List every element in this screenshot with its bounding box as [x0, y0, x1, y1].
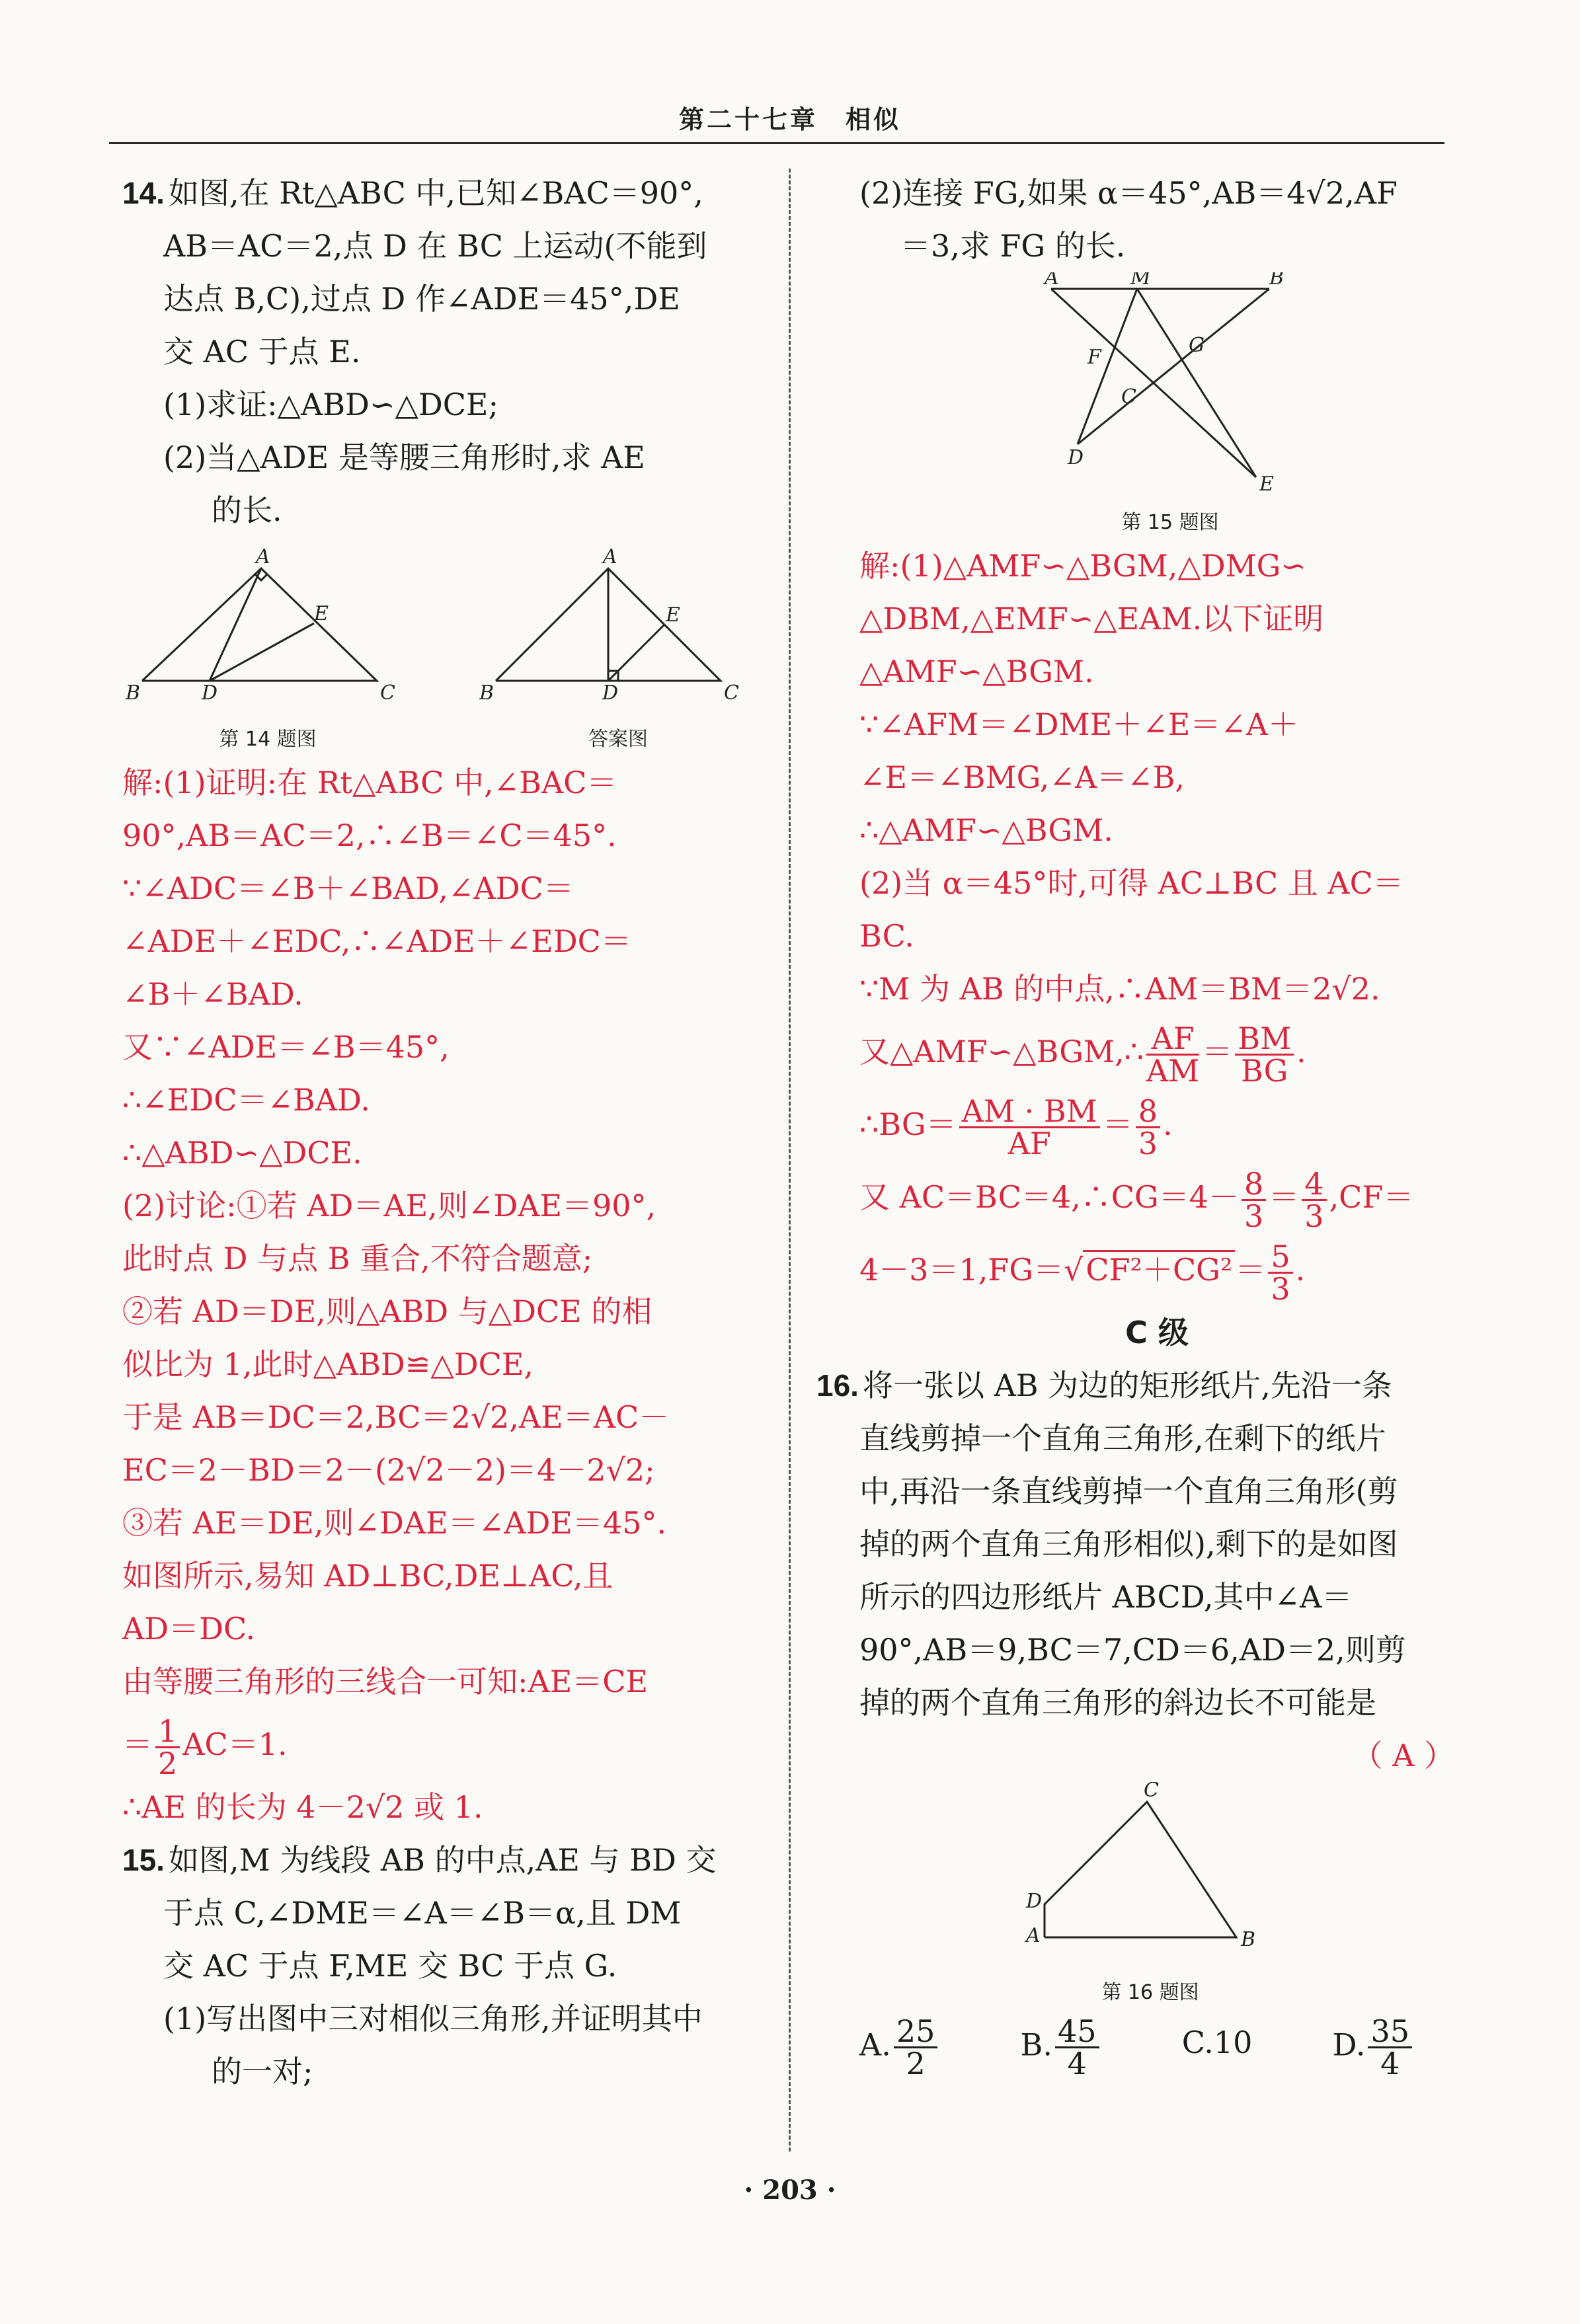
solution-line: 于是 AB＝DC＝2,BC＝2√2,AE＝AC－ — [122, 1399, 670, 1435]
label-c: C — [1121, 385, 1136, 408]
eq-text: 4－3＝1,FG＝ — [859, 1252, 1064, 1288]
q14-part1: (1)求证:△ABD∽△DCE; — [163, 387, 499, 422]
page-header: 第二十七章 相似 — [678, 105, 901, 134]
fraction — [1136, 1093, 1160, 1161]
fraction-denominator: AM — [1146, 1052, 1200, 1089]
q14-figures — [122, 542, 757, 756]
fraction-numerator: 35 — [1368, 2016, 1412, 2048]
header-rule — [109, 142, 1444, 144]
fraction — [1055, 2013, 1099, 2081]
q16-answer-row — [859, 1729, 1454, 1782]
q14-number: 14. — [122, 176, 165, 210]
solution-line: 似比为 1,此时△ABD≌△DCE, — [122, 1346, 533, 1382]
q15-figure-caption: 第 15 题图 — [1121, 511, 1219, 534]
answer-triangle-diagram — [479, 542, 757, 707]
q15-number: 15. — [122, 1843, 165, 1877]
option-label: A. — [859, 2027, 891, 2063]
q15-stem-text: 如图,M 为线段 AB 的中点,AE 与 BD 交 — [168, 1842, 717, 1878]
q15-stem-line: 于点 C,∠DME＝∠A＝∠B＝α,且 DM — [163, 1895, 682, 1931]
q15-part1: (1)写出图中三对相似三角形,并证明其中 — [163, 2001, 703, 2036]
q15-figure — [859, 272, 1454, 539]
solution-line: 解:(1)证明:在 Rt△ABC 中,∠BAC＝ — [122, 765, 617, 800]
fraction-denominator: BG — [1241, 1052, 1288, 1089]
fraction-numerator: 25 — [894, 2016, 938, 2048]
q15-star-diagram — [1031, 272, 1309, 490]
q15-part2: (2)连接 FG,如果 α＝45°,AB＝4√2,AF — [859, 175, 1398, 211]
solution-line: 此时点 D 与点 B 重合,不符合题意; — [122, 1241, 593, 1276]
solution-line: 由等腰三角形的三线合一可知:AE＝CE — [122, 1664, 649, 1699]
label-d: D — [1068, 446, 1084, 469]
label-b: B — [1269, 272, 1284, 290]
q15-part1: 的一对; — [212, 2054, 313, 2089]
label-a: A — [1026, 1924, 1041, 1947]
fraction-numerator: 4 — [1302, 1169, 1326, 1201]
q16-stem-line: 中,再沿一条直线剪掉一个直角三角形(剪 — [859, 1473, 1398, 1509]
label-f: F — [1087, 346, 1101, 369]
solution-equation — [122, 1708, 750, 1781]
fraction — [1302, 1165, 1326, 1234]
option-value: 10 — [1213, 2025, 1253, 2060]
label-b: B — [126, 681, 141, 705]
label-b: B — [1241, 1928, 1256, 1951]
solution-line: ②若 AD＝DE,则△ABD 与△DCE 的相 — [122, 1294, 652, 1329]
fraction-denominator: 4 — [1067, 2046, 1087, 2081]
fraction-denominator: 3 — [1244, 1198, 1264, 1234]
fraction — [959, 1093, 1100, 1161]
solution-equation — [859, 1233, 1454, 1306]
label-c: C — [380, 681, 395, 705]
q14-stem-line: AB＝AC＝2,点 D 在 BC 上运动(不能到 — [163, 228, 707, 264]
label-m: M — [1130, 272, 1151, 290]
fraction — [1146, 1020, 1200, 1089]
label-d: D — [1026, 1890, 1043, 1913]
eq-sign: ＝ — [1102, 1106, 1133, 1142]
q16-stem-text: 将一张以 AB 为边的矩形纸片,先沿一条 — [862, 1368, 1392, 1403]
q16-answer: （ A ） — [1352, 1738, 1454, 1773]
q14-stem-line — [122, 167, 750, 219]
grade-heading: C 级 — [1125, 1315, 1189, 1350]
solution-line: (2)讨论:①若 AD＝AE,则∠DAE＝90°, — [122, 1188, 656, 1223]
q15-part2: ＝3,求 FG 的长. — [900, 228, 1126, 264]
label-b: B — [479, 681, 494, 705]
q16-stem-line: 掉的两个直角三角形的斜边长不可能是 — [859, 1685, 1376, 1721]
eq-text: . — [1296, 1034, 1306, 1069]
solution-final: ∴AE 的长为 4－2√2 或 1. — [122, 1789, 483, 1825]
fraction — [1268, 1238, 1292, 1307]
solution-line: ∠ADE＋∠EDC,∴∠ADE＋∠EDC＝ — [122, 923, 631, 959]
label-a: A — [1045, 272, 1059, 290]
solution-line: (2)当 α＝45°时,可得 AC⊥BC 且 AC＝ — [859, 865, 1403, 901]
option-label: B. — [1020, 2027, 1052, 2063]
q14-stem-line: 达点 B,C),过点 D 作∠ADE＝45°,DE — [163, 281, 680, 317]
solution-line: ∵∠AFM＝∠DME＋∠E＝∠A＋ — [859, 707, 1299, 742]
eq-text: AC＝1. — [182, 1726, 288, 1762]
solution-line: 如图所示,易知 AD⊥BC,DE⊥AC,且 — [122, 1558, 613, 1594]
label-a: A — [256, 545, 270, 568]
eq-text: ∴BG＝ — [859, 1106, 957, 1142]
fraction-numerator: 5 — [1268, 1241, 1292, 1274]
fraction-denominator: 4 — [1380, 2046, 1400, 2081]
q14-figure — [122, 542, 413, 756]
column-divider — [789, 169, 791, 2151]
q14-part2: 的长. — [212, 492, 282, 528]
fraction-denominator: 3 — [1138, 1125, 1158, 1161]
eq-sign: ＝ — [1235, 1252, 1266, 1288]
fraction-denominator: 3 — [1304, 1198, 1324, 1234]
fraction — [1242, 1165, 1266, 1234]
label-e: E — [1259, 473, 1274, 490]
page-number: · 203 · — [744, 2175, 836, 2206]
fraction-denominator: 3 — [1271, 1270, 1290, 1307]
solution-line: AD＝DC. — [122, 1611, 256, 1646]
fraction-denominator: 2 — [906, 2046, 926, 2081]
eq-text: 又△AMF∽△BGM,∴ — [859, 1034, 1144, 1069]
fraction-denominator: AF — [1007, 1125, 1051, 1161]
sqrt-sign: √ — [1064, 1252, 1084, 1288]
fraction-numerator: 8 — [1242, 1169, 1266, 1201]
fraction-numerator: 1 — [155, 1716, 180, 1748]
solution-equation — [859, 1088, 1454, 1161]
option-label: D. — [1332, 2027, 1366, 2063]
fraction-numerator: AM · BM — [959, 1096, 1100, 1128]
solution-line: ∠E＝∠BMG,∠A＝∠B, — [859, 759, 1185, 795]
label-e: E — [666, 603, 680, 627]
eq-text: . — [1295, 1252, 1306, 1288]
option-b[interactable] — [1020, 2013, 1102, 2081]
q15-stem-line: 交 AC 于点 F,ME 交 BC 于点 G. — [163, 1948, 617, 1984]
solution-line: 又∵∠ADE＝∠B＝45°, — [122, 1029, 450, 1065]
q16-stem-line: 直线剪掉一个直角三角形,在剩下的纸片 — [859, 1420, 1386, 1456]
eq-text: 又 AC＝BC＝4,∴CG＝4－ — [859, 1179, 1239, 1215]
q16-number: 16. — [816, 1368, 859, 1403]
q16-stem-line: 掉的两个直角三角形相似),剩下的是如图 — [859, 1526, 1398, 1562]
label-g: G — [1189, 334, 1205, 357]
fraction-denominator: 2 — [158, 1745, 178, 1781]
solution-line: △AMF∽△BGM. — [859, 654, 1094, 689]
eq-sign: ＝ — [1202, 1034, 1233, 1069]
fraction — [1235, 1020, 1294, 1089]
solution-line: ∴△ABD∽△DCE. — [122, 1135, 362, 1171]
option-c[interactable] — [1182, 2016, 1253, 2079]
right-column — [816, 167, 1454, 2081]
option-a[interactable] — [859, 2013, 940, 2081]
q14-solution — [122, 756, 750, 1834]
solution-line: ③若 AE＝DE,则∠DAE＝∠ADE＝45°. — [122, 1505, 667, 1541]
label-a: A — [603, 545, 617, 568]
eq-sign: ＝ — [122, 1726, 153, 1762]
option-d[interactable] — [1332, 2013, 1415, 2081]
label-e: E — [314, 602, 329, 625]
option-label: C. — [1181, 2025, 1214, 2060]
q16-quadrilateral-diagram — [1011, 1782, 1289, 1960]
solution-equation — [859, 1161, 1454, 1233]
fraction-numerator: 8 — [1136, 1096, 1160, 1128]
fraction — [894, 2013, 938, 2081]
q14-stem-line: 交 AC 于点 E. — [163, 334, 361, 369]
eq-text: . — [1163, 1106, 1173, 1142]
label-c: C — [724, 681, 739, 705]
answer-figure-caption: 答案图 — [588, 728, 648, 751]
solution-line: ∵∠ADC＝∠B＋∠BAD,∠ADC＝ — [122, 871, 574, 906]
q16-stem-line: 所示的四边形纸片 ABCD,其中∠A＝ — [859, 1579, 1353, 1615]
sqrt-radicand: CF²＋CG² — [1083, 1250, 1235, 1288]
eq-text: ,CF＝ — [1329, 1179, 1414, 1215]
solution-line: 90°,AB＝AC＝2,∴∠B＝∠C＝45°. — [122, 818, 617, 853]
q14-triangle-diagram — [122, 542, 413, 707]
label-d: D — [202, 681, 218, 705]
solution-line: EC＝2－BD＝2－(2√2－2)＝4－2√2; — [122, 1452, 655, 1488]
fraction — [1368, 2013, 1412, 2081]
fraction-numerator: BM — [1235, 1023, 1294, 1056]
left-column — [122, 167, 750, 2098]
q16-stem-line: 90°,AB＝9,BC＝7,CD＝6,AD＝2,则剪 — [859, 1632, 1406, 1668]
solution-line: ∴△AMF∽△BGM. — [859, 812, 1113, 848]
solution-line: ∴∠EDC＝∠BAD. — [122, 1082, 370, 1118]
answer-figure — [479, 542, 757, 756]
q14-stem-text: 如图,在 Rt△ABC 中,已知∠BAC＝90°, — [168, 175, 703, 211]
label-d: D — [602, 681, 619, 705]
fraction-numerator: AF — [1146, 1023, 1199, 1056]
solution-line: BC. — [859, 918, 914, 954]
q16-stem-line — [816, 1359, 1454, 1412]
eq-sign: ＝ — [1269, 1179, 1300, 1215]
q14-part2: (2)当△ADE 是等腰三角形时,求 AE — [163, 440, 645, 475]
q15-stem-line — [122, 1834, 750, 1886]
solution-equation — [859, 1015, 1454, 1088]
solution-line: △DBM,△EMF∽△EAM.以下证明 — [859, 601, 1324, 637]
fraction — [155, 1713, 180, 1781]
fraction-numerator: 45 — [1055, 2016, 1099, 2048]
q14-figure-caption: 第 14 题图 — [219, 728, 317, 751]
q16-options — [859, 2013, 1454, 2081]
label-c: C — [1144, 1782, 1159, 1802]
q15-solution — [859, 539, 1454, 1306]
q16-figure — [859, 1782, 1454, 2009]
solution-line: ∵M 为 AB 的中点,∴AM＝BM＝2√2. — [859, 971, 1380, 1007]
q16-figure-caption: 第 16 题图 — [1101, 1981, 1199, 2004]
solution-line: 解:(1)△AMF∽△BGM,△DMG∽ — [859, 548, 1306, 584]
solution-line: ∠B＋∠BAD. — [122, 976, 303, 1012]
